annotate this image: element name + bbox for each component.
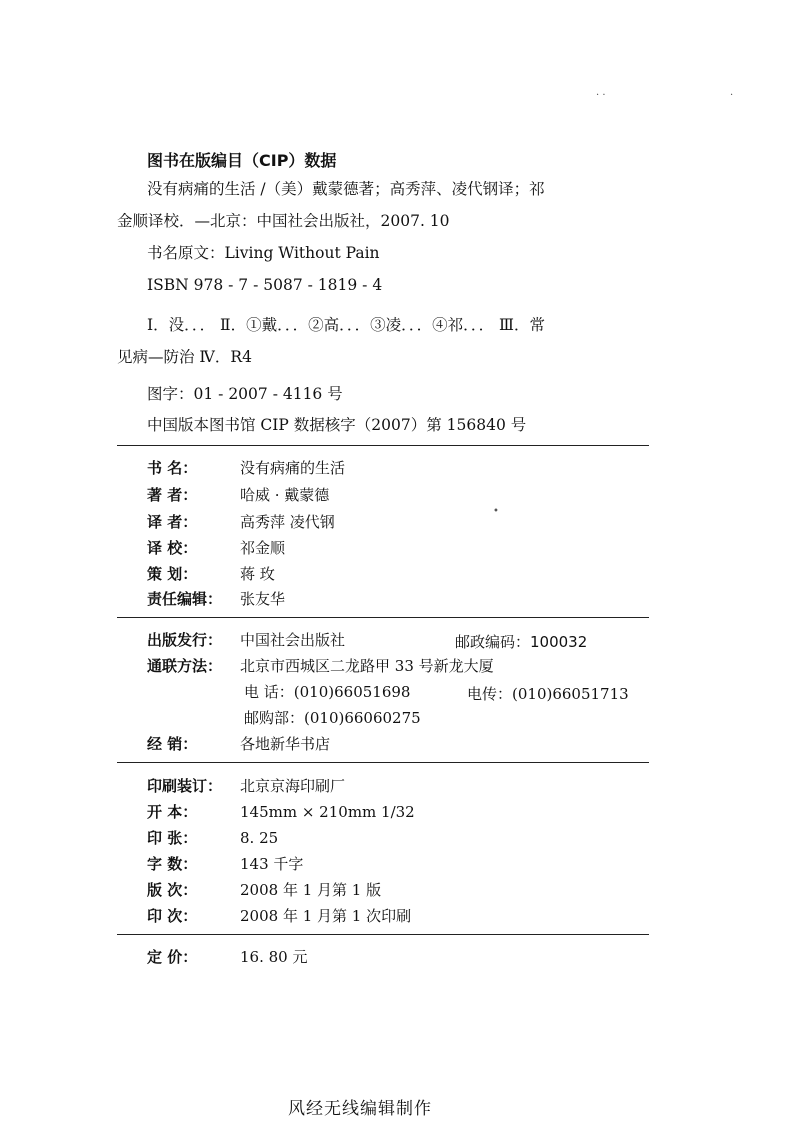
cip-classification-1: Ⅰ．没．．． Ⅱ．①戴．．．②高．．．③凌．．．④祁．．． Ⅲ．常 bbox=[147, 316, 545, 334]
footer-note: 风经无线编辑制作 bbox=[288, 1099, 432, 1119]
divider bbox=[117, 934, 649, 935]
print-label: 印 次： bbox=[147, 907, 198, 925]
credit-value: 哈威 · 戴蒙德 bbox=[240, 486, 330, 504]
distributor: 各地新华书店 bbox=[240, 735, 331, 753]
contact-label: 通联方法： bbox=[147, 657, 223, 675]
credit-label: 书 名： bbox=[147, 459, 198, 477]
credit-label: 著 者： bbox=[147, 486, 198, 504]
publisher-label: 出版发行： bbox=[147, 631, 223, 649]
scan-mark: · bbox=[730, 90, 734, 101]
cip-map-number: 图字：01 - 2007 - 4116 号 bbox=[147, 385, 343, 403]
divider bbox=[117, 762, 649, 763]
cip-isbn: ISBN 978 - 7 - 5087 - 1819 - 4 bbox=[147, 276, 383, 294]
credit-value: 祁金顺 bbox=[240, 539, 286, 557]
fax: 电传：(010)66051713 bbox=[467, 685, 629, 703]
publisher-name: 中国社会出版社 bbox=[240, 631, 346, 649]
print-label: 印刷装订： bbox=[147, 777, 223, 795]
credit-value: 没有病痛的生活 bbox=[240, 459, 346, 477]
credit-label: 译 校： bbox=[147, 539, 198, 557]
cip-heading: 图书在版编目（CIP）数据 bbox=[147, 151, 337, 170]
print-label: 字 数： bbox=[147, 855, 198, 873]
scan-mark: · · bbox=[596, 90, 606, 101]
print-label: 开 本： bbox=[147, 803, 198, 821]
phone: 电 话：(010)66051698 bbox=[244, 683, 411, 701]
print-value: 8. 25 bbox=[240, 829, 279, 847]
print-value: 北京京海印刷厂 bbox=[240, 777, 346, 795]
credit-value: 蒋 玫 bbox=[240, 565, 275, 583]
cip-original-title: 书名原文：Living Without Pain bbox=[147, 244, 380, 262]
print-label: 印 张： bbox=[147, 829, 198, 847]
postcode: 邮政编码：100032 bbox=[455, 633, 588, 651]
print-label: 版 次： bbox=[147, 881, 198, 899]
credit-value: 高秀萍 凌代钢 bbox=[240, 513, 335, 531]
mail-order: 邮购部：(010)66060275 bbox=[244, 709, 421, 727]
cip-data-number: 中国版本图书馆 CIP 数据核字（2007）第 156840 号 bbox=[147, 416, 527, 434]
credit-label: 策 划： bbox=[147, 565, 198, 583]
divider bbox=[117, 617, 649, 618]
print-value: 2008 年 1 月第 1 版 bbox=[240, 881, 382, 899]
print-value: 143 千字 bbox=[240, 855, 304, 873]
distributor-label: 经 销： bbox=[147, 735, 198, 753]
print-value: 145mm × 210mm 1/32 bbox=[240, 803, 415, 821]
address: 北京市西城区二龙路甲 33 号新龙大厦 bbox=[240, 657, 494, 675]
divider bbox=[117, 445, 649, 446]
price-label: 定 价： bbox=[147, 948, 198, 966]
print-value: 2008 年 1 月第 1 次印刷 bbox=[240, 907, 412, 925]
cip-line-1: 没有病痛的生活 /（美）戴蒙德著；高秀萍、凌代钢译；祁 bbox=[147, 180, 545, 198]
price-value: 16. 80 元 bbox=[240, 948, 308, 966]
cip-line-2: 金顺译校．—北京：中国社会出版社，2007. 10 bbox=[117, 212, 450, 230]
scan-mark: • bbox=[493, 506, 499, 517]
cip-classification-2: 见病—防治 Ⅳ．R4 bbox=[117, 348, 252, 366]
credit-value: 张友华 bbox=[240, 590, 286, 608]
credit-label: 责任编辑： bbox=[147, 590, 223, 608]
credit-label: 译 者： bbox=[147, 513, 198, 531]
